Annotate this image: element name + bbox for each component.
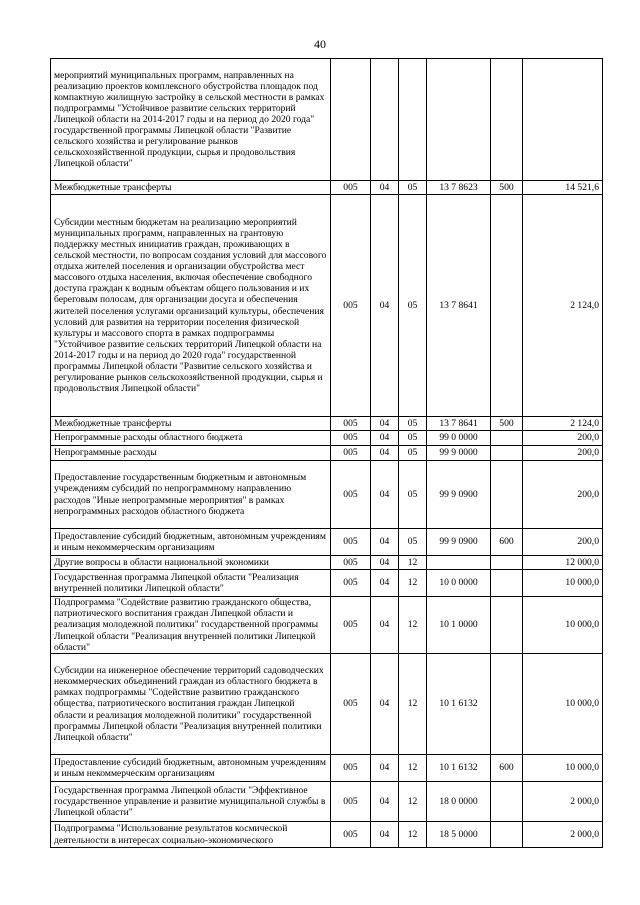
row-rz: 04	[371, 556, 399, 570]
row-ved: 005	[331, 181, 371, 195]
row-csr: 13 7 8641	[427, 417, 491, 431]
table-row	[51, 446, 603, 461]
row-description: Предоставление субсидий бюджетным, автономным учреждениям и иным некоммерческим организациям	[51, 755, 331, 782]
row-rz: 04	[371, 181, 399, 195]
row-ved: 005	[331, 782, 371, 822]
row-sum: 14 521,6	[523, 181, 603, 195]
row-description: Другие вопросы в области национальной экономики	[51, 556, 331, 570]
row-pr: 12	[399, 556, 427, 570]
row-csr	[427, 556, 491, 570]
row-ved	[331, 59, 371, 181]
row-rz: 04	[371, 654, 399, 755]
row-vr: 500	[491, 417, 523, 431]
row-rz: 04	[371, 755, 399, 782]
row-vr	[491, 59, 523, 181]
row-pr: 05	[399, 195, 427, 417]
table-row	[51, 597, 603, 654]
row-vr	[491, 654, 523, 755]
row-ved: 005	[331, 570, 371, 597]
row-sum: 10 000,0	[523, 570, 603, 597]
row-csr: 13 7 8641	[427, 195, 491, 417]
row-pr: 05	[399, 529, 427, 556]
page-number: 40	[314, 37, 326, 51]
row-ved: 005	[331, 417, 371, 431]
row-description: Межбюджетные трансферты	[51, 417, 331, 431]
row-sum: 10 000,0	[523, 755, 603, 782]
row-rz: 04	[371, 431, 399, 446]
row-rz: 04	[371, 417, 399, 431]
table-row	[51, 755, 603, 782]
row-description: Предоставление государственным бюджетным и автономным учреждениям субсидий по непрограммному направлению расходов "Иные непрограммные мероприятия" в рамках непрограммных расходов областного бюджета	[51, 461, 331, 529]
row-pr: 12	[399, 570, 427, 597]
row-description: Подпрограмма "Содействие развитию гражданского общества, патриотического воспитания граждан Липецкой области и реализация молодежной политики" государственной программы Липецкой области "Реализация внутренней политики Липецкой области"	[51, 597, 331, 654]
row-sum: 200,0	[523, 461, 603, 529]
row-ved: 005	[331, 431, 371, 446]
row-ved: 005	[331, 446, 371, 461]
table-row	[51, 654, 603, 755]
row-vr: 600	[491, 529, 523, 556]
table-row	[51, 417, 603, 431]
table-row	[51, 461, 603, 529]
row-csr: 10 1 6132	[427, 755, 491, 782]
row-vr: 500	[491, 181, 523, 195]
row-description: Непрограммные расходы областного бюджета	[51, 431, 331, 446]
row-csr	[427, 59, 491, 181]
row-vr	[491, 461, 523, 529]
row-pr: 05	[399, 446, 427, 461]
row-sum	[523, 59, 603, 181]
row-vr	[491, 195, 523, 417]
row-ved: 005	[331, 461, 371, 529]
row-sum: 2 124,0	[523, 195, 603, 417]
row-vr	[491, 822, 523, 848]
row-sum: 200,0	[523, 529, 603, 556]
row-description: Предоставление субсидий бюджетным, автономным учреждениям и иным некоммерческим организациям	[51, 529, 331, 556]
row-sum: 2 000,0	[523, 782, 603, 822]
row-ved: 005	[331, 529, 371, 556]
row-csr: 99 9 0900	[427, 461, 491, 529]
row-ved: 005	[331, 195, 371, 417]
row-ved: 005	[331, 822, 371, 848]
row-rz: 04	[371, 597, 399, 654]
row-pr: 12	[399, 822, 427, 848]
row-description: Субсидии на инженерное обеспечение территорий садоводческих некоммерческих объединений граждан из областного бюджета в рамках подпрограммы "Содействие развитию гражданского общества, патриотического воспитания граждан Липецкой области и реализация молодежной политики" государственной программы Липецкой области "Реализация внутренней политики Липецкой области"	[51, 654, 331, 755]
row-vr	[491, 446, 523, 461]
row-description: Межбюджетные трансферты	[51, 181, 331, 195]
row-csr: 99 9 0900	[427, 529, 491, 556]
row-description: Государственная программа Липецкой области "Эффективное государственное управление и развитие муниципальной службы в Липецкой области"	[51, 782, 331, 822]
row-csr: 18 5 0000	[427, 822, 491, 848]
table-row	[51, 822, 603, 848]
row-description: мероприятий муниципальных программ, направленных на реализацию проектов комплексного обустройства площадок под компактную жилищную застройку в сельской местности в рамках подпрограммы "Устойчивое развитие сельских территорий Липецкой области на 2014-2017 годы и на период до 2020 года" государственной программы Липецкой области "Развитие сельского хозяйства и регулирование рынков сельскохозяйственной продукции, сырья и продовольствия Липецкой области"	[51, 59, 331, 181]
row-rz: 04	[371, 822, 399, 848]
row-ved: 005	[331, 654, 371, 755]
row-pr: 12	[399, 654, 427, 755]
row-sum: 10 000,0	[523, 654, 603, 755]
row-csr: 13 7 8623	[427, 181, 491, 195]
row-csr: 18 0 0000	[427, 782, 491, 822]
row-pr: 05	[399, 461, 427, 529]
row-pr: 12	[399, 755, 427, 782]
row-csr: 10 0 0000	[427, 570, 491, 597]
row-csr: 10 1 0000	[427, 597, 491, 654]
row-pr	[399, 59, 427, 181]
table-row	[51, 529, 603, 556]
row-pr: 05	[399, 431, 427, 446]
table-body	[51, 59, 603, 848]
row-description: Субсидии местным бюджетам на реализацию мероприятий муниципальных программ, направленных на грантовую поддержку местных инициатив граждан, проживающих в сельской местности, по вопросам создания условий для массового отдыха жителей поселения и организации обустройства мест массового отдыха населения, включая обеспечение свободного доступа граждан к водным объектам общего пользования и их береговым полосам, для организации досуга и обеспечения жителей поселения услугами организаций культуры, обеспечения условий для развития на территории поселения физической культуры и массового спорта в рамках подпрограммы "Устойчивое развитие сельских территорий Липецкой области на 2014-2017 годы и на период до 2020 года" государственной программы Липецкой области "Развитие сельского хозяйства и регулирование рынков сельскохозяйственной продукции, сырья и продовольствия Липецкой области"	[51, 195, 331, 417]
row-sum: 200,0	[523, 446, 603, 461]
table-row	[51, 570, 603, 597]
row-sum: 2 000,0	[523, 822, 603, 848]
row-sum: 10 000,0	[523, 597, 603, 654]
row-csr: 99 0 0000	[427, 431, 491, 446]
row-pr: 05	[399, 417, 427, 431]
row-rz: 04	[371, 446, 399, 461]
table-row	[51, 556, 603, 570]
table-row	[51, 431, 603, 446]
row-vr	[491, 782, 523, 822]
row-rz: 04	[371, 461, 399, 529]
row-ved: 005	[331, 556, 371, 570]
row-sum: 12 000,0	[523, 556, 603, 570]
row-rz: 04	[371, 570, 399, 597]
row-ved: 005	[331, 755, 371, 782]
row-pr: 12	[399, 597, 427, 654]
budget-table	[50, 58, 603, 848]
table-row	[51, 195, 603, 417]
row-pr: 05	[399, 181, 427, 195]
row-rz: 04	[371, 782, 399, 822]
row-vr	[491, 570, 523, 597]
row-sum: 2 124,0	[523, 417, 603, 431]
table-row	[51, 782, 603, 822]
row-rz: 04	[371, 529, 399, 556]
row-description: Государственная программа Липецкой области "Реализация внутренней политики Липецкой области"	[51, 570, 331, 597]
row-vr	[491, 556, 523, 570]
row-vr	[491, 431, 523, 446]
table-row	[51, 59, 603, 181]
row-vr	[491, 597, 523, 654]
row-ved: 005	[331, 597, 371, 654]
row-pr: 12	[399, 782, 427, 822]
row-vr: 600	[491, 755, 523, 782]
row-description: Подпрограмма "Использование результатов космической деятельности в интересах социально-экономического	[51, 822, 331, 848]
row-csr: 10 1 6132	[427, 654, 491, 755]
row-csr: 99 9 0000	[427, 446, 491, 461]
table-row	[51, 181, 603, 195]
row-rz	[371, 59, 399, 181]
row-description: Непрограммные расходы	[51, 446, 331, 461]
row-sum: 200,0	[523, 431, 603, 446]
row-rz: 04	[371, 195, 399, 417]
